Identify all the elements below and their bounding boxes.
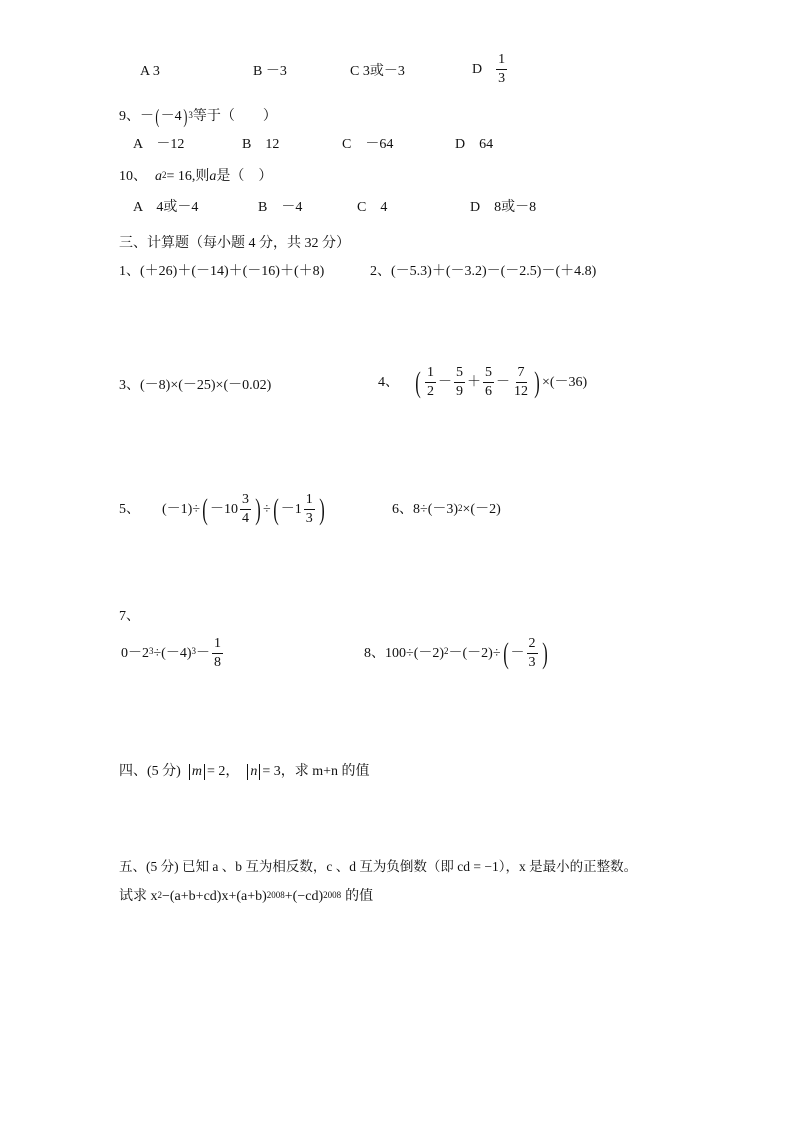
exponent: 2008 — [323, 889, 342, 900]
fraction-numerator: 2 — [527, 637, 538, 654]
calc-6-prefix: 6、8÷ — [392, 502, 428, 517]
q9-suffix: 等于（ ） — [192, 109, 277, 124]
calc-5-a: (－1)÷ — [162, 501, 201, 517]
q8-option-d — [472, 53, 509, 86]
calc-8-prefix: 8、100÷ — [364, 645, 414, 661]
variable-n: n — [250, 764, 258, 779]
q10-mid: = 16,则 — [166, 169, 210, 184]
calc-6-suffix: ×(－2) — [462, 502, 501, 517]
q8-option-d-fraction — [496, 53, 507, 86]
operator: － — [196, 645, 211, 661]
section4-question — [119, 764, 370, 780]
paren-open: ( — [415, 365, 421, 399]
fraction-numerator: 3 — [240, 493, 251, 510]
paren-open: ( — [202, 492, 208, 526]
calc-2: 2、(－5.3)＋(－3.2)－(－2.5)－(＋4.8) — [370, 264, 597, 279]
fraction-numerator: 1 — [212, 637, 223, 654]
paren-open: ( — [502, 636, 509, 670]
fraction-numerator: 1 — [496, 53, 507, 70]
fraction — [240, 493, 251, 526]
fraction-numerator: 5 — [454, 366, 465, 383]
paren-close: ) — [318, 492, 325, 526]
fraction-denominator: 6 — [485, 384, 492, 399]
q10-option-d: D 8或－8 — [470, 200, 537, 215]
section5-line1: 五、(5 分) 已知 a 、b 互为相反数，c 、d 互为负倒数（即 cd = −1），x 是最小的正整数。 — [119, 859, 638, 874]
operator: － — [438, 374, 452, 390]
section5-line2-suffix: 的值 — [345, 889, 374, 904]
q10-option-a: A 4或－4 — [133, 200, 199, 215]
section5-line2-mid: −(a+b+cd)x+(a+b) — [162, 889, 267, 904]
calc-7-a-exponent: 3 — [149, 646, 154, 656]
fraction — [454, 366, 465, 399]
q9-option-a: A －12 — [133, 137, 185, 152]
calc-7-b-exponent: 3 — [191, 646, 197, 656]
q10-stem — [119, 170, 272, 184]
q10-option-b: B －4 — [258, 200, 303, 215]
fraction-denominator: 9 — [456, 384, 463, 399]
calc-8-base: (－2) — [413, 645, 445, 661]
q8-option-d-label: D — [472, 61, 483, 77]
calc-8-exponent: 2 — [444, 646, 449, 656]
calc-7 — [121, 637, 225, 670]
calc-6 — [392, 503, 501, 517]
section4-n-value: = 3，求 m+n 的值 — [262, 764, 370, 779]
abs-bar — [204, 764, 205, 780]
operator: ÷ — [263, 501, 271, 517]
section5-line2-prefix: 试求 x — [119, 889, 158, 904]
calc-6-base: (－3) — [427, 502, 459, 517]
fraction — [425, 366, 436, 399]
fraction-numerator: 1 — [425, 366, 436, 383]
abs-bar — [189, 764, 190, 780]
fraction-denominator: 2 — [427, 384, 434, 399]
fraction-denominator: 4 — [242, 511, 250, 526]
q9-exponent: 3 — [188, 109, 193, 120]
fraction-denominator: 8 — [214, 655, 222, 670]
section4-prefix: 四、(5 分) — [119, 764, 181, 779]
section5-line2 — [119, 890, 373, 904]
variable-m: m — [191, 764, 202, 779]
fraction — [512, 366, 530, 399]
paren-close: ) — [183, 106, 188, 128]
calc-4-suffix: ×(－36) — [542, 374, 588, 390]
mixed-whole: －1 — [280, 501, 302, 517]
q9-base: －4 — [160, 109, 182, 124]
exponent: 2 — [157, 889, 162, 900]
calc-8 — [364, 637, 550, 670]
paren-open: ( — [155, 106, 160, 128]
fraction-denominator: 3 — [305, 511, 313, 526]
operator: － — [510, 645, 525, 661]
calc-4 — [378, 366, 587, 399]
calc-6-exponent: 2 — [458, 502, 463, 513]
q8-option-b: B －3 — [253, 64, 287, 79]
section4-m-value: = 2， — [206, 764, 240, 779]
fraction-denominator: 3 — [528, 655, 536, 670]
exponent: 2008 — [266, 889, 285, 900]
calc-1: 1、(＋26)＋(－14)＋(－16)＋(＋8) — [119, 264, 325, 279]
q10-prefix: 10、 — [119, 169, 147, 184]
calc-7-label: 7、 — [119, 609, 140, 624]
calc-5-prefix: 5、 — [119, 501, 140, 517]
q10-variable-2: a — [209, 169, 217, 184]
mixed-whole: －10 — [210, 501, 239, 517]
fraction — [483, 366, 494, 399]
paren-open: ( — [272, 492, 279, 526]
q9-option-c: C －64 — [342, 137, 394, 152]
fraction — [304, 493, 315, 526]
q10-exponent: 2 — [162, 169, 167, 180]
paren-close: ) — [255, 492, 261, 526]
q9-stem — [119, 107, 277, 127]
q8-option-c: C 3或－3 — [350, 64, 405, 79]
operator: － — [496, 374, 510, 390]
calc-5 — [119, 493, 327, 526]
q8-option-a: A 3 — [140, 64, 160, 79]
fraction — [212, 637, 223, 670]
fraction-denominator: 12 — [514, 384, 528, 399]
calc-4-prefix: 4、 — [378, 374, 399, 390]
abs-bar — [259, 764, 260, 780]
q9-option-d: D 64 — [455, 137, 494, 152]
section5-line2-mid2: +(−cd) — [284, 889, 324, 904]
calc-7-b: ÷(－4) — [153, 645, 192, 661]
q9-option-b: B 12 — [242, 137, 280, 152]
paren-close: ) — [541, 636, 548, 670]
section3-title: 三、计算题（每小题 4 分，共 32 分） — [119, 236, 350, 251]
q9-prefix: 9、－ — [119, 109, 154, 124]
q10-suffix: 是（ ） — [216, 169, 273, 184]
fraction-numerator: 5 — [483, 366, 494, 383]
fraction-denominator: 3 — [498, 71, 506, 86]
q10-variable: a — [155, 169, 162, 184]
operator: ＋ — [467, 374, 481, 390]
fraction — [527, 637, 538, 670]
q10-option-c: C 4 — [357, 200, 388, 215]
paren-close: ) — [534, 365, 540, 399]
calc-8-mid: －(－2)÷ — [448, 645, 501, 661]
abs-bar — [247, 764, 248, 780]
fraction-numerator: 7 — [516, 366, 527, 383]
calc-7-a: 0－2 — [121, 645, 149, 661]
calc-3: 3、(－8)×(－25)×(－0.02) — [119, 378, 272, 393]
fraction-numerator: 1 — [304, 493, 315, 510]
